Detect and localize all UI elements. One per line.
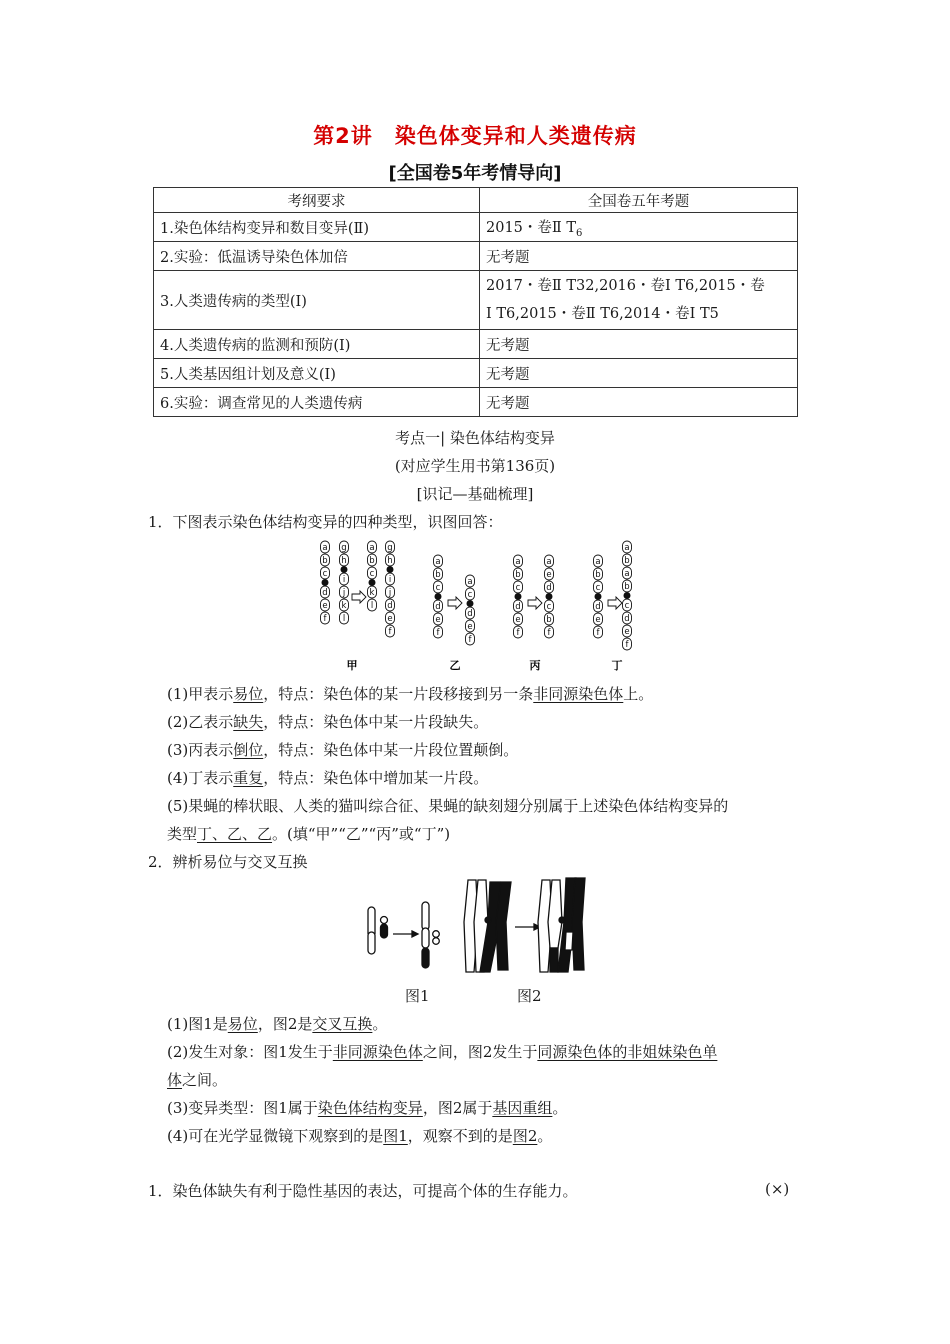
page-title: 第2讲 染色体变异和人类遗传病 — [313, 124, 637, 148]
gene-label: f — [625, 640, 629, 650]
q1-item-2: (2)乙表示缺失，特点：染色体中某一片段缺失。 — [167, 713, 489, 731]
gene-label: k — [369, 588, 375, 598]
gene-label: f — [436, 628, 440, 638]
table-header: 全国卷五年考题 — [480, 188, 798, 213]
gene-label: f — [596, 628, 600, 638]
centromere — [435, 594, 441, 600]
q1-item-5-line-1: (5)果蝇的棒状眼、人类的猫叫综合征、果蝇的缺刻翅分别属于上述染色体结构变异的 — [167, 797, 729, 815]
gene-label: d — [595, 602, 601, 612]
figure-label-bing: 丙 — [529, 659, 541, 672]
question-1-stem: 1．下图表示染色体结构变异的四种类型，识图回答： — [148, 513, 503, 531]
gene-label: e — [322, 601, 328, 611]
table-row — [154, 330, 798, 359]
table-cell: 1.染色体结构变异和数目变异(Ⅱ) — [154, 213, 480, 242]
table-cell: 无考题 — [480, 359, 798, 388]
gene-label: b — [595, 570, 601, 580]
centromere — [341, 567, 347, 573]
gene-label: e — [387, 614, 393, 624]
gene-label: b — [624, 582, 630, 592]
gene-label: a — [369, 543, 375, 553]
gene-label: c — [322, 569, 328, 579]
table-cell: 无考题 — [480, 242, 798, 271]
figure-label-ding: 丁 — [611, 659, 623, 672]
table-cell-text: 2015・卷Ⅱ T — [486, 219, 577, 236]
section-title: 考点一| 染色体结构变异 — [395, 429, 555, 447]
arrow-icon — [608, 597, 622, 609]
gene-label: a — [546, 557, 552, 567]
gene-label: c — [624, 601, 630, 611]
table-cell: 3.人类遗传病的类型(Ⅰ) — [154, 271, 480, 330]
table-cell: 无考题 — [480, 388, 798, 417]
table-cell — [480, 271, 798, 330]
table-cell: 6.实验：调查常见的人类遗传病 — [154, 388, 480, 417]
gene-label: b — [435, 570, 441, 580]
gene-label: h — [387, 556, 393, 566]
gene-label: f — [468, 635, 472, 645]
chromosome-variation-figure — [300, 535, 650, 675]
gene-label: d — [546, 583, 552, 593]
judgement-statement: 1．染色体缺失有利于隐性基因的表达，可提高个体的生存能力。 — [148, 1182, 578, 1200]
figure-1-translocation — [368, 902, 439, 968]
centromere — [624, 593, 630, 599]
gene-label: c — [369, 569, 375, 579]
gene-label: h — [341, 556, 347, 566]
arrow-icon — [448, 597, 462, 609]
gene-label: l — [370, 601, 374, 611]
gene-label: b — [546, 615, 552, 625]
table-row — [154, 213, 798, 242]
table-cell: 5.人类基因组计划及意义(Ⅰ) — [154, 359, 480, 388]
gene-label: a — [435, 557, 441, 567]
centromere — [595, 594, 601, 600]
gene-label: i — [388, 575, 392, 585]
table-header: 考纲要求 — [154, 188, 480, 213]
table-cell: 4.人类遗传病的监测和预防(Ⅰ) — [154, 330, 480, 359]
centromere — [515, 594, 521, 600]
q1-item-1: (1)甲表示易位，特点：染色体的某一片段移接到另一条非同源染色体上。 — [167, 685, 654, 703]
figure-2-label: 图2 — [517, 987, 542, 1005]
gene-label: d — [624, 614, 630, 624]
q2-item-3: (3)变异类型：图1属于染色体结构变异，图2属于基因重组。 — [167, 1099, 568, 1117]
gene-label: i — [342, 575, 346, 585]
gene-label: d — [515, 602, 521, 612]
gene-label: c — [515, 583, 521, 593]
chromosome-drawing-group — [321, 541, 632, 650]
table-cell-line: 2017・卷Ⅱ T32,2016・卷Ⅰ T6,2015・卷 — [486, 278, 765, 294]
centromere — [387, 567, 393, 573]
gene-label: f — [547, 628, 551, 638]
gene-label: e — [515, 615, 521, 625]
gene-label: a — [515, 557, 521, 567]
section-sub: [识记—基础梳理] — [416, 485, 534, 503]
table-cell: 2.实验：低温诱导染色体加倍 — [154, 242, 480, 271]
gene-label: g — [341, 543, 347, 553]
judgement-answer: (×) — [765, 1180, 790, 1198]
figure-1-label: 图1 — [405, 987, 430, 1005]
gene-label: d — [387, 601, 393, 611]
gene-label: l — [342, 614, 346, 624]
gene-label: d — [322, 588, 328, 598]
q2-item-2: (2)发生对象：图1发生于非同源染色体之间，图2发生于同源染色体的非姐妹染色单 — [167, 1043, 718, 1061]
table-row — [154, 242, 798, 271]
section-ref: (对应学生用书第136页) — [394, 457, 556, 475]
gene-label: a — [595, 557, 601, 567]
subscript: 6 — [576, 227, 583, 239]
gene-label: c — [546, 602, 552, 612]
table-cell — [480, 213, 798, 242]
question-2-stem: 2．辨析易位与交叉互换 — [148, 853, 308, 871]
table-cell: 无考题 — [480, 330, 798, 359]
gene-label: c — [467, 590, 473, 600]
figure-labels — [347, 658, 623, 672]
q1-item-4: (4)丁表示重复，特点：染色体中增加某一片段。 — [167, 769, 489, 787]
gene-label: j — [388, 588, 392, 598]
gene-label: g — [387, 543, 393, 553]
table-header-row — [154, 188, 798, 213]
table-cell-line: Ⅰ T6,2015・卷Ⅱ T6,2014・卷Ⅰ T5 — [486, 306, 719, 322]
gene-label: f — [516, 628, 520, 638]
q2-item-1: (1)图1是易位，图2是交叉互换。 — [167, 1015, 388, 1033]
gene-label: d — [467, 609, 473, 619]
page-subtitle: [全国卷5年考情导向] — [388, 163, 562, 184]
figure-label-jia: 甲 — [346, 659, 358, 672]
gene-label: b — [624, 556, 630, 566]
gene-label: e — [624, 627, 630, 637]
gene-label: a — [624, 543, 630, 553]
gene-label: e — [546, 570, 552, 580]
gene-label: b — [515, 570, 521, 580]
centromere — [467, 601, 473, 607]
q2-item-2-cont: 体之间。 — [167, 1071, 228, 1089]
centromere — [322, 580, 328, 586]
gene-label: e — [435, 615, 441, 625]
arrow-icon — [352, 591, 366, 603]
gene-label: c — [595, 583, 601, 593]
figure-2-crossover — [464, 878, 585, 972]
gene-label: a — [467, 577, 473, 587]
q1-item-5-line-2: 类型丁、乙、乙。(填“甲”“乙”“丙”或“丁”) — [167, 825, 451, 843]
table-row — [154, 359, 798, 388]
gene-label: d — [435, 602, 441, 612]
gene-label: c — [435, 583, 441, 593]
centromere — [546, 594, 552, 600]
gene-label: b — [369, 556, 375, 566]
gene-label: b — [322, 556, 328, 566]
gene-label: e — [467, 622, 473, 632]
gene-label: k — [341, 601, 347, 611]
gene-label: e — [595, 615, 601, 625]
q2-item-4: (4)可在光学显微镜下观察到的是图1，观察不到的是图2。 — [167, 1127, 553, 1145]
q1-item-3: (3)丙表示倒位，特点：染色体中某一片段位置颠倒。 — [167, 741, 519, 759]
table-row — [154, 388, 798, 417]
translocation-crossover-figure — [360, 872, 600, 977]
centromere — [369, 580, 375, 586]
gene-label: f — [388, 627, 392, 637]
gene-label: a — [624, 569, 630, 579]
gene-label: a — [322, 543, 328, 553]
gene-label: j — [342, 588, 346, 598]
figure-label-yi: 乙 — [449, 659, 461, 672]
arrow-icon — [528, 597, 542, 609]
table-row — [154, 271, 798, 330]
gene-label: f — [323, 614, 327, 624]
exam-table — [153, 187, 798, 417]
